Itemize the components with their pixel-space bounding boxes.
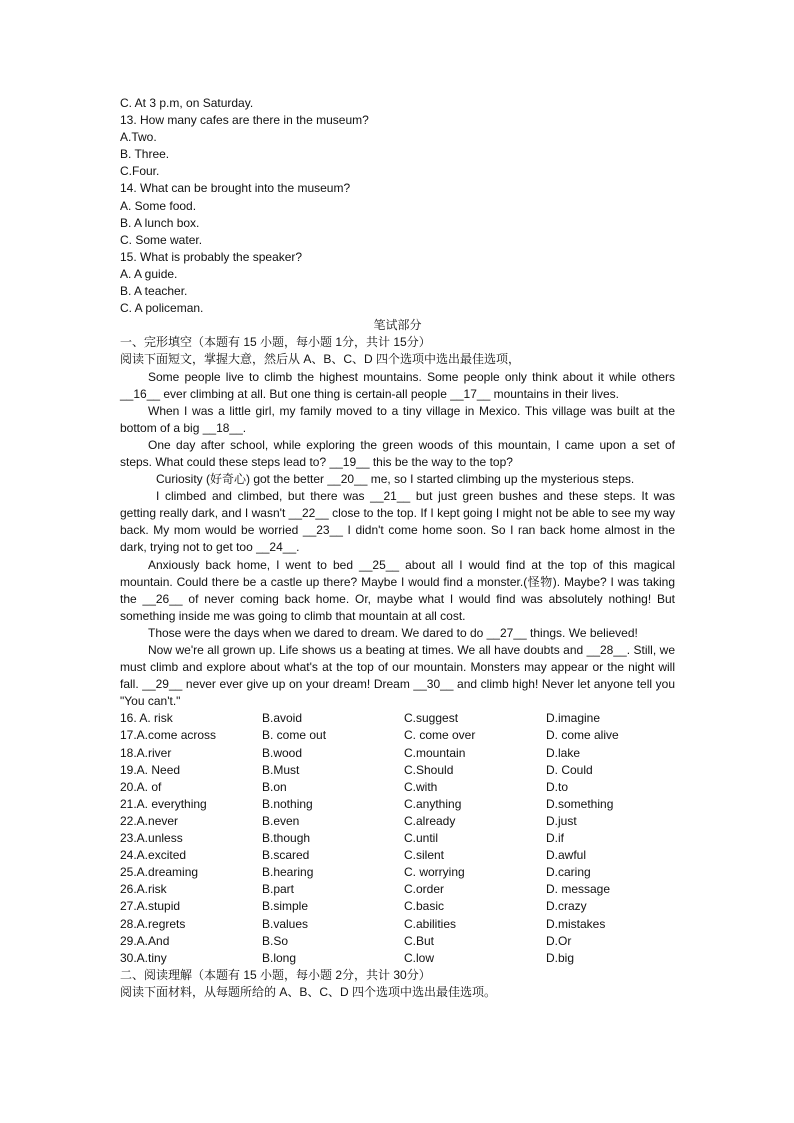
option-a: 30.A.tiny	[120, 950, 167, 965]
options-row	[120, 762, 675, 779]
cloze-paragraph: I climbed and climbed, but there was __21__ but just green bushes and these steps. It was getting really dark, and I wasn't __22__ close to the top. If I kept going I might not be able to see my way back. My mom would be worried __23__ I didn't come home soon. So I ran back home almost in the dark, trying not to get too __24__.	[120, 489, 675, 555]
option-c: C.But	[404, 933, 435, 948]
option-d: D.mistakes	[546, 916, 606, 931]
option-a: 23.A.unless	[120, 831, 183, 846]
option-d: D.something	[546, 796, 614, 811]
option-d: D. message	[546, 882, 611, 897]
options-row	[120, 898, 675, 915]
options-row	[120, 881, 675, 898]
cloze-heading: 一、完形填空（本题有 15 小题，每小题 1分，共计 15分）	[120, 335, 431, 350]
option-a: 21.A. everything	[120, 796, 207, 811]
options-row	[120, 796, 675, 813]
option-b: B.on	[262, 779, 287, 794]
option-c: C. worrying	[404, 865, 465, 880]
option-b: B.nothing	[262, 796, 313, 811]
option-c: C. come over	[404, 728, 476, 743]
written-section-title: 笔试部分	[373, 318, 422, 333]
option-a: 25.A.dreaming	[120, 865, 199, 880]
option-d: D.caring	[546, 865, 591, 880]
option-d: D.to	[546, 779, 569, 794]
options-row	[120, 745, 675, 762]
option-d: D. come alive	[546, 728, 619, 743]
options-row	[120, 779, 675, 796]
option-line: B. A lunch box.	[120, 215, 200, 230]
option-a: 16. A. risk	[120, 711, 173, 726]
cloze-instruction: 阅读下面短文，掌握大意，然后从 A、B、C、D 四个选项中选出最佳选项，	[120, 352, 521, 367]
cloze-paragraph: One day after school, while exploring the green woods of this mountain, I came upon a set of steps. What could these steps lead to? __19__ this be the way to the top?	[120, 437, 675, 469]
option-d: D.if	[546, 831, 564, 846]
option-b: B.avoid	[262, 711, 303, 726]
reading-section	[120, 967, 675, 1001]
options-row	[120, 830, 675, 847]
option-c: C.abilities	[404, 916, 457, 931]
option-a: 28.A.regrets	[120, 916, 186, 931]
option-b: B. come out	[262, 728, 327, 743]
cloze-paragraph: Some people live to climb the highest mountains. Some people only think about it while others __16__ ever climbing at all. But one thing is certain-all people __17__ mountains in their lives.	[120, 369, 675, 401]
option-b: B.simple	[262, 899, 309, 914]
option-d: D.awful	[546, 848, 587, 863]
option-line: B. Three.	[120, 147, 170, 162]
option-a: 18.A.river	[120, 745, 172, 760]
cloze-paragraph: Now we're all grown up. Life shows us a beating at times. We all have doubts and __28__. Still, we must climb and explore about what's at the top of our mountain. Monsters may appear or the night will fall. __29__ never ever give up on your dream! Dream __30__ and climb high! Never let anyone tell you "You can't."	[120, 643, 675, 709]
option-b: B.wood	[262, 745, 303, 760]
option-a: 17.A.come across	[120, 728, 217, 743]
option-line: C. Some water.	[120, 232, 203, 247]
option-d: D.imagine	[546, 711, 601, 726]
options-row	[120, 710, 675, 727]
listening-questions	[120, 95, 675, 317]
option-a: 26.A.risk	[120, 882, 167, 897]
option-line: A. Some food.	[120, 198, 197, 213]
option-b: B.though	[262, 831, 311, 846]
options-row	[120, 813, 675, 830]
options-row	[120, 864, 675, 881]
option-d: D.lake	[546, 745, 581, 760]
option-b: B.values	[262, 916, 309, 931]
cloze-paragraph: Anxiously back home, I went to bed __25__ about all I would find at the top of this magical mountain. Could there be a castle up there? Maybe I would find a monster.(怪物). Maybe? I was taking the __26__ of never coming back home. Or, maybe what I would find was absolutely nothing! But something inside me was going to climb that mountain at all cost.	[120, 557, 675, 623]
option-line: A. A guide.	[120, 266, 178, 281]
option-b: B.scared	[262, 848, 310, 863]
options-row	[120, 933, 675, 950]
option-b: B.Must	[262, 762, 300, 777]
option-d: D.crazy	[546, 899, 587, 914]
option-a: 20.A. of	[120, 779, 162, 794]
option-a: 27.A.stupid	[120, 899, 181, 914]
option-a: 19.A. Need	[120, 762, 181, 777]
cloze-section	[120, 334, 675, 966]
option-c: C.mountain	[404, 745, 466, 760]
option-c: C.with	[404, 779, 438, 794]
option-a: 22.A.never	[120, 813, 179, 828]
option-c: C.silent	[404, 848, 445, 863]
option-d: D.just	[546, 813, 577, 828]
cloze-paragraph: When I was a little girl, my family moved to a tiny village in Mexico. This village was built at the bottom of a big __18__.	[120, 403, 675, 435]
question-13: 13. How many cafes are there in the museum?	[120, 113, 369, 128]
option-b: B.So	[262, 933, 289, 948]
option-c: C.anything	[404, 796, 462, 811]
option-c: C.low	[404, 950, 435, 965]
option-line: C. A policeman.	[120, 301, 204, 316]
exam-page	[120, 95, 675, 1001]
option-c: C.already	[404, 813, 456, 828]
option-b: B.part	[262, 882, 295, 897]
option-d: D.Or	[546, 933, 572, 948]
options-row	[120, 916, 675, 933]
option-c: C.Should	[404, 762, 454, 777]
cloze-paragraph: Curiosity (好奇心) got the better __20__ me, so I started climbing up the mysterious steps.	[156, 472, 635, 487]
reading-instruction: 阅读下面材料，从每题所给的 A、B、C、D 四个选项中选出最佳选项。	[120, 984, 497, 999]
options-row	[120, 727, 675, 744]
option-a: 29.A.And	[120, 933, 170, 948]
options-row	[120, 847, 675, 864]
question-14: 14. What can be brought into the museum?	[120, 181, 351, 196]
reading-heading: 二、阅读理解（本题有 15 小题，每小题 2分，共计 30分）	[120, 967, 431, 982]
options-row	[120, 950, 675, 967]
option-line: C.Four.	[120, 164, 160, 179]
option-d: D.big	[546, 950, 575, 965]
listening-line: C. At 3 p.m, on Saturday.	[120, 96, 254, 110]
option-a: 24.A.excited	[120, 848, 187, 863]
option-c: C.until	[404, 831, 439, 846]
option-line: B. A teacher.	[120, 284, 188, 299]
option-c: C.order	[404, 882, 445, 897]
option-b: B.long	[262, 950, 297, 965]
option-c: C.basic	[404, 899, 445, 914]
question-15: 15. What is probably the speaker?	[120, 249, 303, 264]
option-b: B.hearing	[262, 865, 314, 880]
option-b: B.even	[262, 813, 300, 828]
option-d: D. Could	[546, 762, 593, 777]
option-line: A.Two.	[120, 130, 157, 145]
cloze-options-table	[120, 710, 675, 966]
cloze-paragraph: Those were the days when we dared to dream. We dared to do __27__ things. We believed!	[148, 625, 638, 640]
option-c: C.suggest	[404, 711, 459, 726]
